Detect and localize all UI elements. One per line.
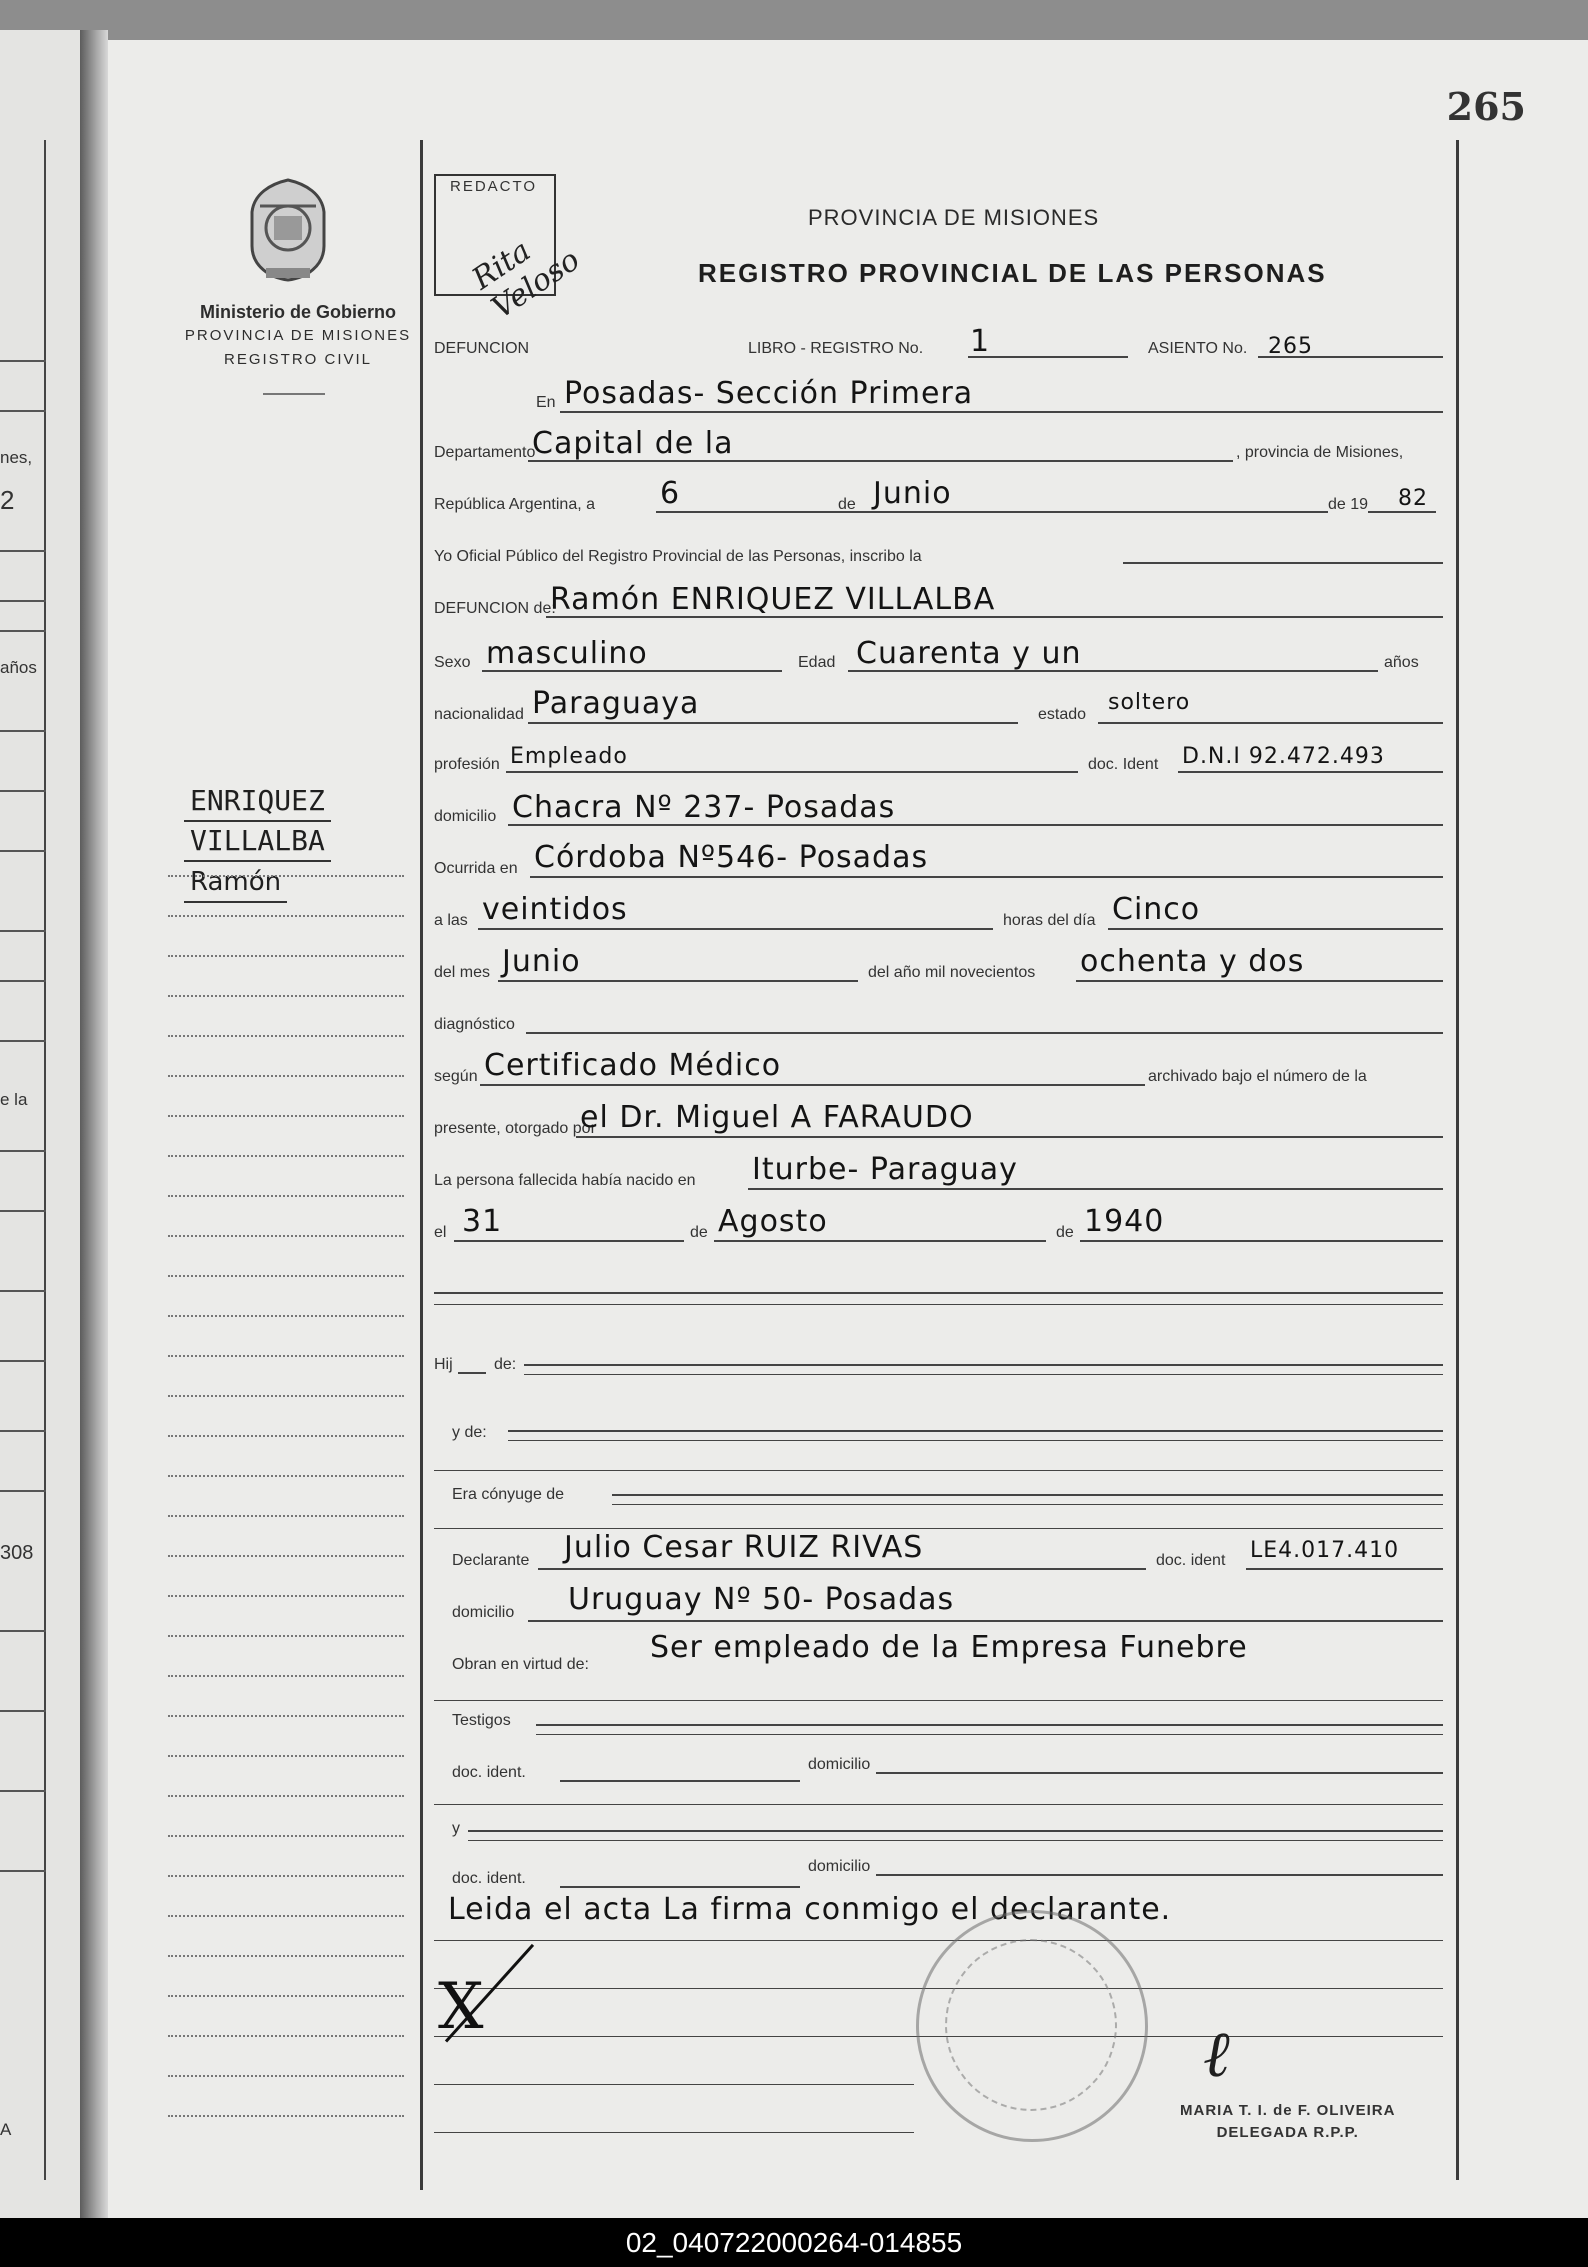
yde-line [508, 1430, 1443, 1432]
official-name: MARIA T. I. de F. OLIVEIRA [1180, 2102, 1396, 2119]
profesion-label: profesión [434, 756, 500, 773]
left-rule [0, 1290, 46, 1292]
left-fragment: A [0, 2120, 12, 2139]
official-block [1180, 2100, 1395, 2144]
testigo2-dom-line [876, 1874, 1443, 1876]
left-rule [0, 1040, 46, 1042]
nacido-line [748, 1188, 1443, 1190]
departamento-value: Capital de la [532, 426, 734, 461]
record-type: DEFUNCION [434, 340, 530, 357]
republica-label: República Argentina, a [434, 496, 595, 513]
provincia-suffix: , provincia de Misiones, [1236, 444, 1404, 461]
anio-texto-line [1076, 980, 1443, 982]
blank-line [434, 1470, 1443, 1471]
en-label: En [536, 394, 556, 411]
el-label: el [434, 1224, 447, 1241]
margin-line [168, 915, 404, 917]
left-rule [0, 1490, 46, 1492]
estado-label: estado [1038, 706, 1087, 723]
testigo2-dom-label: domicilio [808, 1858, 871, 1875]
margin-line [168, 1435, 404, 1437]
margin-line [168, 1555, 404, 1557]
book-spine [80, 30, 108, 2218]
margin-line [168, 1635, 404, 1637]
left-rule [0, 1870, 46, 1872]
hora-line [478, 928, 993, 930]
obran-label: Obran en virtud de: [452, 1656, 589, 1673]
declarante-label: Declarante [452, 1552, 530, 1569]
blank-line [434, 1940, 1443, 1941]
left-rule [0, 850, 46, 852]
ministry-divider [263, 393, 325, 395]
margin-line [168, 1595, 404, 1597]
left-page [0, 30, 80, 2218]
conyuge-line [612, 1504, 1443, 1505]
yde-label: y de: [452, 1424, 487, 1441]
left-rule [0, 1630, 46, 1632]
anio-label: de 19 [1328, 496, 1369, 513]
en-line [560, 411, 1443, 413]
de4-label: de: [494, 1356, 517, 1373]
de3-label: de [1056, 1224, 1074, 1241]
margin-given-name: Ramón [184, 863, 287, 903]
conyuge-line [612, 1494, 1443, 1496]
segun-label: según [434, 1068, 478, 1085]
nacionalidad-line [528, 722, 1018, 724]
edad-value: Cuarenta y un [856, 636, 1082, 671]
left-fragment: 2 [0, 485, 15, 515]
margin-line [168, 1995, 404, 1997]
margin-line [168, 875, 404, 877]
anio-mil-label: del año mil novecientos [868, 964, 1036, 981]
anio-value: 82 [1398, 486, 1428, 511]
sexo-value: masculino [486, 636, 648, 671]
presente-label: presente, otorgado por [434, 1120, 596, 1137]
register-page [108, 40, 1588, 2218]
decl-doc-label: doc. ident [1156, 1552, 1226, 1569]
libro-line [968, 356, 1128, 358]
hij-line [458, 1372, 486, 1374]
alas-label: a las [434, 912, 468, 929]
horas-dia-label: horas del día [1003, 912, 1096, 929]
edad-label: Edad [798, 654, 836, 671]
ocurrida-value: Córdoba Nº546- Posadas [534, 840, 929, 875]
hij-de-line [524, 1364, 1443, 1366]
margin-line [168, 1195, 404, 1197]
segun-value: Certificado Médico [484, 1048, 782, 1083]
testigo-doc-label: doc. ident. [452, 1764, 526, 1781]
asiento-label: ASIENTO No. [1148, 340, 1248, 357]
image-caption: 02_040722000264-014855 [0, 2218, 1588, 2267]
en-value: Posadas- Sección Primera [564, 376, 974, 411]
delmes-value: Junio [502, 944, 581, 979]
margin-line [168, 1875, 404, 1877]
hij-de-line [524, 1374, 1443, 1375]
testigo-dom-label: domicilio [808, 1756, 871, 1773]
doc-label: doc. Ident [1088, 756, 1159, 773]
margin-line [168, 1355, 404, 1357]
nacido-value: Iturbe- Paraguay [752, 1152, 1018, 1187]
redacto-stamp [434, 174, 587, 327]
presente-value: el Dr. Miguel A FARAUDO [580, 1100, 974, 1135]
nacionalidad-value: Paraguaya [532, 686, 700, 721]
left-fragment: nes, [0, 448, 33, 467]
y-label: y [452, 1820, 460, 1837]
y-line [468, 1840, 1443, 1841]
margin-line [168, 1315, 404, 1317]
margin-line [168, 1155, 404, 1157]
margin-line [168, 1795, 404, 1797]
page-number: 265 [1446, 84, 1526, 129]
ministry-block [148, 300, 448, 372]
nac-dia-value: 31 [462, 1204, 503, 1239]
yde-line [508, 1440, 1443, 1441]
margin-line [168, 1955, 404, 1957]
diagnostico-label: diagnóstico [434, 1016, 515, 1033]
dia-texto-value: Cinco [1112, 892, 1201, 927]
margin-line [168, 1075, 404, 1077]
margin-line [168, 1715, 404, 1717]
declarante-value: Julio Cesar RUIZ RIVAS [564, 1530, 924, 1565]
mes-value: Junio [873, 476, 952, 511]
decl-dom-label: domicilio [452, 1604, 515, 1621]
archivado-label: archivado bajo el número de la [1148, 1068, 1367, 1085]
margin-line [168, 1675, 404, 1677]
nac-mes-value: Agosto [718, 1204, 828, 1239]
province-heading: PROVINCIA DE MISIONES [808, 205, 1100, 230]
left-rule [0, 1430, 46, 1432]
left-page-margin-line [44, 140, 46, 2180]
diagnostico-line [526, 1032, 1443, 1034]
segun-line [480, 1084, 1145, 1086]
left-rule [0, 980, 46, 982]
blank-line [434, 1700, 1443, 1701]
left-rule [0, 930, 46, 932]
difunto-value: Ramón ENRIQUEZ VILLALBA [550, 582, 996, 617]
official-title: DELEGADA R.P.P. [1216, 2124, 1359, 2141]
nac-anio-value: 1940 [1084, 1204, 1165, 1239]
ministry-registry: REGISTRO CIVIL [223, 351, 373, 368]
testigos-line [536, 1724, 1443, 1726]
margin-rule [420, 140, 423, 2190]
asiento-value: 265 [1268, 334, 1313, 359]
margin-line [168, 1115, 404, 1117]
obran-value: Ser empleado de la Empresa Funebre [650, 1630, 1248, 1665]
ocurrida-line [530, 876, 1443, 878]
left-rule [0, 410, 46, 412]
sexo-label: Sexo [434, 654, 471, 671]
left-fragment: 308 [0, 1542, 34, 1564]
margin-surname-1: ENRIQUEZ [184, 782, 331, 822]
oficial-text: Yo Oficial Público del Registro Provincial de las Personas, inscribo la [434, 548, 922, 565]
blank-line [434, 1528, 1443, 1529]
doc-line [1178, 771, 1443, 773]
libro-value: 1 [970, 324, 991, 359]
left-rule [0, 1360, 46, 1362]
declarant-mark: X [438, 1970, 484, 2044]
margin-ruled-lines [168, 875, 404, 2155]
profesion-line [506, 771, 1078, 773]
left-rule [0, 1790, 46, 1792]
fecha-line [656, 511, 1436, 513]
margin-line [168, 1035, 404, 1037]
ocurrida-label: Ocurrida en [434, 860, 518, 877]
testigo-dom-line [876, 1772, 1443, 1774]
left-rule [0, 790, 46, 792]
decl-doc-line [1246, 1568, 1443, 1570]
libro-label: LIBRO - REGISTRO No. [748, 340, 924, 357]
left-fragment: e la [0, 1090, 28, 1109]
margin-line [168, 1515, 404, 1517]
decl-dom-value: Uruguay Nº 50- Posadas [568, 1582, 955, 1617]
margin-line [168, 2115, 404, 2117]
blank-line [434, 1292, 1443, 1294]
doc-value: D.N.I 92.472.493 [1182, 744, 1385, 769]
margin-line [168, 1915, 404, 1917]
registry-heading: REGISTRO PROVINCIAL DE LAS PERSONAS [698, 258, 1327, 288]
departamento-label: Departamento [434, 444, 536, 461]
anio-texto-value: ochenta y dos [1080, 944, 1305, 979]
defuncion-de-label: DEFUNCION de: [434, 600, 556, 617]
blank-line [434, 2132, 914, 2133]
decl-doc-value: LE4.017.410 [1250, 1538, 1400, 1563]
official-seal [916, 1910, 1148, 2142]
nac-anio-line [1080, 1240, 1443, 1242]
blank-line [434, 2084, 914, 2085]
margin-surname-2: VILLALBA [184, 822, 331, 862]
ministry-province: PROVINCIA DE MISIONES [184, 327, 412, 344]
profesion-value: Empleado [510, 744, 628, 769]
testigos-line [536, 1734, 1443, 1735]
redacto-label: REDACTO [450, 178, 538, 195]
left-rule [0, 600, 46, 602]
dia-value: 6 [660, 476, 681, 511]
conyuge-label: Era cónyuge de [452, 1486, 565, 1503]
closing-statement: Leida el acta La firma conmigo el declarante. [448, 1892, 1172, 1927]
margin-line [168, 1235, 404, 1237]
de2-label: de [690, 1224, 708, 1241]
domicilio-label: domicilio [434, 808, 497, 825]
margin-line [168, 1275, 404, 1277]
left-rule [0, 550, 46, 552]
ministry-name: Ministerio de Gobierno [199, 302, 396, 322]
delmes-line [498, 980, 858, 982]
hij-label: Hij [434, 1356, 453, 1373]
domicilio-value: Chacra Nº 237- Posadas [512, 790, 896, 825]
margin-line [168, 2075, 404, 2077]
margin-line [168, 1835, 404, 1837]
de-label: de [838, 496, 856, 513]
hora-value: veintidos [482, 892, 628, 927]
testigos-label: Testigos [452, 1712, 511, 1729]
left-rule [0, 360, 46, 362]
margin-line [168, 1475, 404, 1477]
right-rule [1456, 140, 1459, 2180]
left-fragment: años [0, 658, 37, 677]
left-rule [0, 630, 46, 632]
nac-dia-line [454, 1240, 684, 1242]
testigo2-doc-label: doc. ident. [452, 1870, 526, 1887]
presente-line [576, 1136, 1443, 1138]
left-rule [0, 730, 46, 732]
blank-line [434, 1304, 1443, 1305]
official-signature-icon: ℓ [1203, 2018, 1230, 2092]
left-rule [0, 1710, 46, 1712]
delmes-label: del mes [434, 964, 491, 981]
provincial-crest-icon [240, 176, 336, 284]
nac-mes-line [714, 1240, 1046, 1242]
estado-value: soltero [1108, 690, 1191, 715]
decl-dom-line [528, 1620, 1443, 1622]
margin-line [168, 955, 404, 957]
nacionalidad-label: nacionalidad [434, 706, 524, 723]
testigo2-doc-line [560, 1886, 800, 1888]
margin-line [168, 1395, 404, 1397]
y-line [468, 1830, 1443, 1832]
margin-line [168, 2035, 404, 2037]
nacido-label: La persona fallecida había nacido en [434, 1172, 696, 1189]
estado-line [1098, 722, 1443, 724]
oficial-line [1123, 562, 1443, 564]
redactor-signature: Rita Veloso [466, 233, 587, 327]
margin-line [168, 1755, 404, 1757]
declarante-line [538, 1568, 1146, 1570]
left-rule [0, 1210, 46, 1212]
dia-texto-line [1108, 928, 1443, 930]
blank-line [434, 1804, 1443, 1805]
margin-line [168, 995, 404, 997]
testigo-doc-line [560, 1780, 800, 1782]
anios-label: años [1384, 654, 1419, 671]
left-rule [0, 1150, 46, 1152]
